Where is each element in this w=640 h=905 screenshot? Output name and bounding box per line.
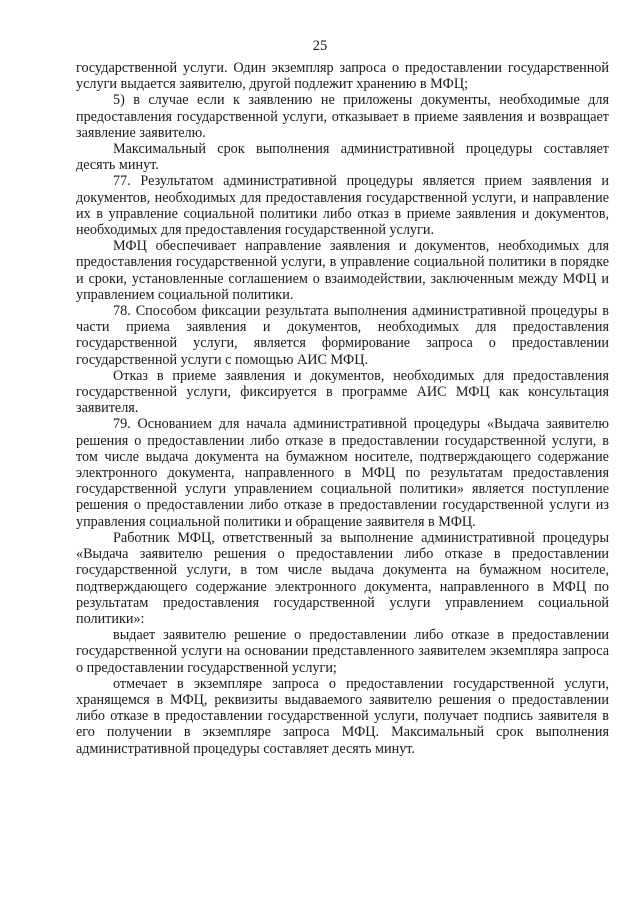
paragraph-mfc-worker: Работник МФЦ, ответственный за выполнение административной процедуры «Выдача заявителю решения о предоставлении либо отказе в предоставлении государственной услуги, в том числе выдача документа на бумажном носителе, подтверждающего содержание электронного документа, направленного в МФЦ по результатам предоставления государственной услуги управлением социальной политики»: [76,529,609,627]
paragraph-79: 79. Основанием для начала административной процедуры «Выдача заявителю решения о предоставлении либо отказе в предоставлении государственной услуги, в том числе выдача документа на бумажном носителе, подтверждающего содержание электронного документа, направленного в МФЦ по результатам предоставления государственной услуги управлением социальной политики» является поступление решения о предоставлении либо отказе в предоставлении государственной услуги из управления социальной политики и обращение заявителя в МФЦ. [76,416,609,530]
paragraph-issues-decision: выдает заявителю решение о предоставлении либо отказе в предоставлении государственной услуги на основании представленного заявителем экземпляра запроса о предоставлении государственной услуги; [76,627,609,676]
paragraph-max-time: Максимальный срок выполнения административной процедуры составляет десять минут. [76,141,609,174]
paragraph-mfc-provides: МФЦ обеспечивает направление заявления и документов, необходимых для предоставления государственной услуги, в управление социальной политики в порядке и сроки, установленные соглашением о взаимодействии, заключенным между МФЦ и управлением социальной политики. [76,238,609,303]
paragraph-refusal-recorded: Отказ в приеме заявления и документов, необходимых для предоставления государственной услуги, фиксируется в программе АИС МФЦ как консультация заявителя. [76,367,609,417]
document-body [76,60,609,757]
paragraph-77: 77. Результатом административной процедуры является прием заявления и документов, необходимых для предоставления государственной услуги, и направление их в управление социальной политики либо отказ в приеме заявления и документов, необходимых для предоставления государственной услуги. [76,173,609,239]
paragraph-continuation: государственной услуги. Один экземпляр запроса о предоставлении государственной услуги выдается заявителю, другой подлежит хранению в МФЦ; [76,60,609,93]
paragraph-marks-request: отмечает в экземпляре запроса о предоставлении государственной услуги, хранящемся в МФЦ, реквизиты выдаваемого заявителю решения о предоставлении либо отказе в предоставлении государственной услуги, получает подпись заявителя в его получении в экземпляре запроса МФЦ. Максимальный срок выполнения административной процедуры составляет десять минут. [76,675,609,757]
page-number: 25 [312,38,328,54]
paragraph-78: 78. Способом фиксации результата выполнения административной процедуры в части приема заявления и документов, необходимых для предоставления государственной услуги, является формирование запроса о предоставлении государственной услуги с помощью АИС МФЦ. [76,303,609,368]
paragraph-item-5: 5) в случае если к заявлению не приложены документы, необходимые для предоставления государственной услуги, отказывает в приеме заявления и возвращает заявление заявителю. [76,92,609,141]
